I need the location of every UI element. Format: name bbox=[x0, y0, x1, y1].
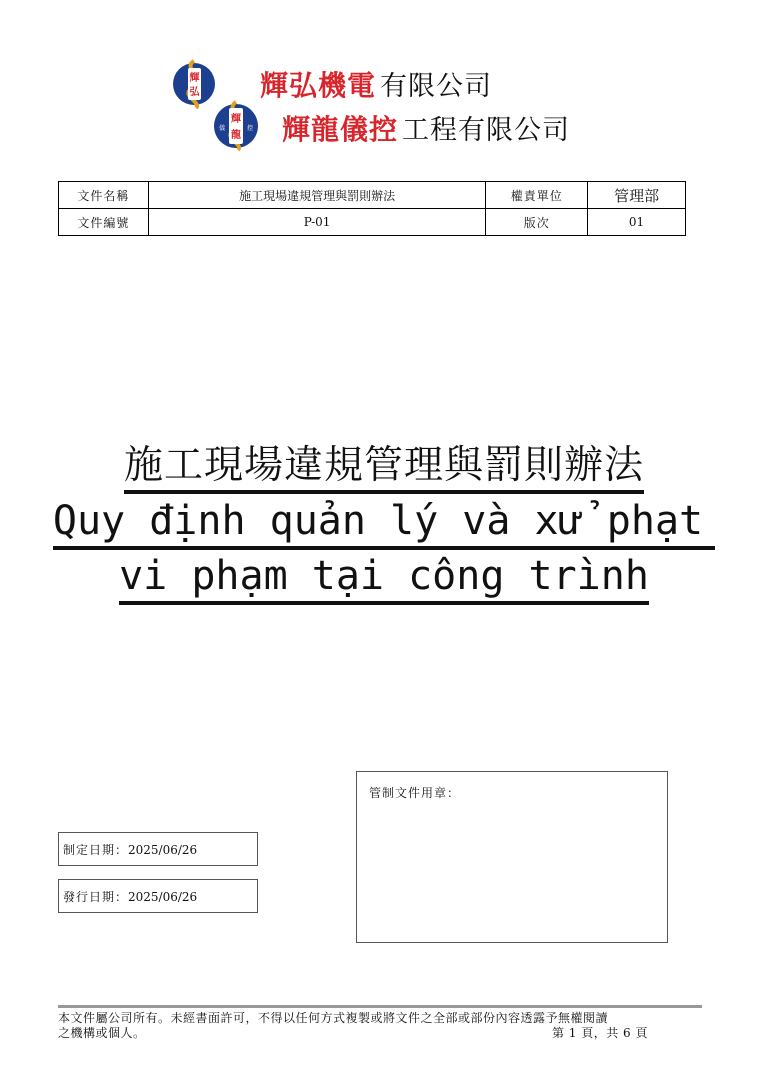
footer-notice-line-1: 本文件屬公司所有。未經書面許可，不得以任何方式複製或將文件之全部或部份內容透露予無權閱讀 bbox=[58, 1011, 609, 1025]
version-label: 版次 bbox=[486, 209, 588, 236]
footer-divider bbox=[58, 1005, 702, 1008]
footer bbox=[58, 1011, 702, 1041]
company-name-1-highlight: 輝弘機電 bbox=[260, 69, 377, 102]
company-name-2-rest: 工程有限公司 bbox=[402, 115, 571, 146]
enact-date-label: 制定日期： bbox=[63, 843, 129, 857]
title-line-vietnamese-1: Quy định quản lý và xử phạt bbox=[53, 501, 715, 550]
svg-text:輝: 輝 bbox=[231, 114, 241, 125]
doc-number-value: P-01 bbox=[148, 209, 485, 236]
svg-text:控: 控 bbox=[246, 125, 254, 132]
footer-notice-line-2: 之機構或個人。 bbox=[58, 1026, 146, 1040]
company-name-2-highlight: 輝龍儀控 bbox=[282, 113, 399, 146]
table-row bbox=[59, 209, 686, 236]
document-title bbox=[40, 443, 728, 611]
enact-date-box bbox=[58, 832, 258, 866]
issue-date-label: 發行日期： bbox=[63, 890, 129, 904]
svg-text:儀: 儀 bbox=[218, 125, 226, 132]
company-name-1-rest: 有限公司 bbox=[380, 71, 493, 102]
svg-text:龍: 龍 bbox=[231, 130, 241, 141]
svg-text:弘: 弘 bbox=[189, 87, 200, 98]
company-logo-top bbox=[172, 58, 216, 114]
stamp-label: 管制文件用章： bbox=[369, 786, 461, 800]
doc-name-value: 施工現場違規管理與罰則辦法 bbox=[148, 182, 485, 209]
version-value: 01 bbox=[588, 209, 686, 236]
page-number: 第 1 頁，共 6 頁 bbox=[551, 1026, 648, 1040]
company-name-1 bbox=[260, 64, 492, 104]
issue-date-value: 2025/06/26 bbox=[128, 890, 198, 904]
table-row bbox=[59, 182, 686, 209]
company-logo-bottom bbox=[212, 98, 260, 156]
document-info-table bbox=[58, 181, 686, 236]
enact-date-value: 2025/06/26 bbox=[128, 843, 198, 857]
doc-name-label: 文件名稱 bbox=[59, 182, 149, 209]
issue-date-box bbox=[58, 879, 258, 913]
controlled-document-stamp-box bbox=[356, 771, 668, 943]
company-name-2 bbox=[282, 108, 570, 148]
title-line-vietnamese-2: vi phạm tại công trình bbox=[119, 556, 649, 605]
letterhead bbox=[168, 52, 588, 162]
owner-label: 權責單位 bbox=[486, 182, 588, 209]
doc-number-label: 文件編號 bbox=[59, 209, 149, 236]
footer-line-2 bbox=[58, 1026, 648, 1041]
owner-value: 管理部 bbox=[588, 182, 686, 209]
svg-text:輝: 輝 bbox=[189, 73, 200, 84]
title-line-chinese: 施工現場違規管理與罰則辦法 bbox=[124, 446, 644, 494]
